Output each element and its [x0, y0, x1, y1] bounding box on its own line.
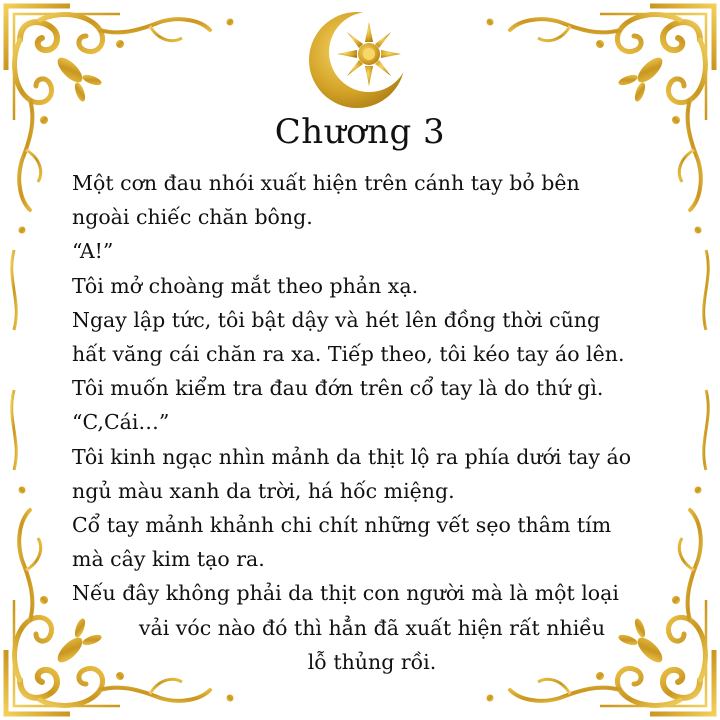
- text-line: vải vóc nào đó thì hẳn đã xuất hiện rất nhiều: [138, 615, 606, 640]
- text-line: mà cây kim tạo ra.: [72, 547, 265, 572]
- text-line: “C,Cái…”: [72, 410, 170, 435]
- text-line: Tôi muốn kiểm tra đau đớn trên cổ tay là do thứ gì.: [72, 376, 604, 401]
- crescent-sun-icon: [303, 4, 415, 116]
- text-line: ngoài chiếc chăn bông.: [72, 205, 313, 230]
- text-line: Tôi mở choàng mắt theo phản xạ.: [72, 273, 419, 298]
- text-line: Tôi kinh ngạc nhìn mảnh da thịt lộ ra phía dưới tay áo: [72, 444, 632, 469]
- chapter-title: Chương 3: [274, 112, 446, 152]
- text-line: Cổ tay mảnh khảnh chi chít những vết sẹo thâm tím: [72, 513, 612, 538]
- text-line: hất văng cái chăn ra xa. Tiếp theo, tôi kéo tay áo lên.: [72, 342, 625, 367]
- text-line: Nếu đây không phải da thịt con người mà là một loại: [72, 581, 619, 606]
- story-text: [72, 166, 672, 679]
- text-line: lỗ thủng rồi.: [307, 649, 437, 674]
- text-line: “A!”: [72, 239, 114, 264]
- text-line: ngủ màu xanh da trời, há hốc miệng.: [72, 478, 455, 503]
- text-line: Ngay lập tức, tôi bật dậy và hét lên đồng thời cũng: [72, 307, 601, 332]
- text-line: Một cơn đau nhói xuất hiện trên cánh tay bỏ bên: [72, 171, 580, 195]
